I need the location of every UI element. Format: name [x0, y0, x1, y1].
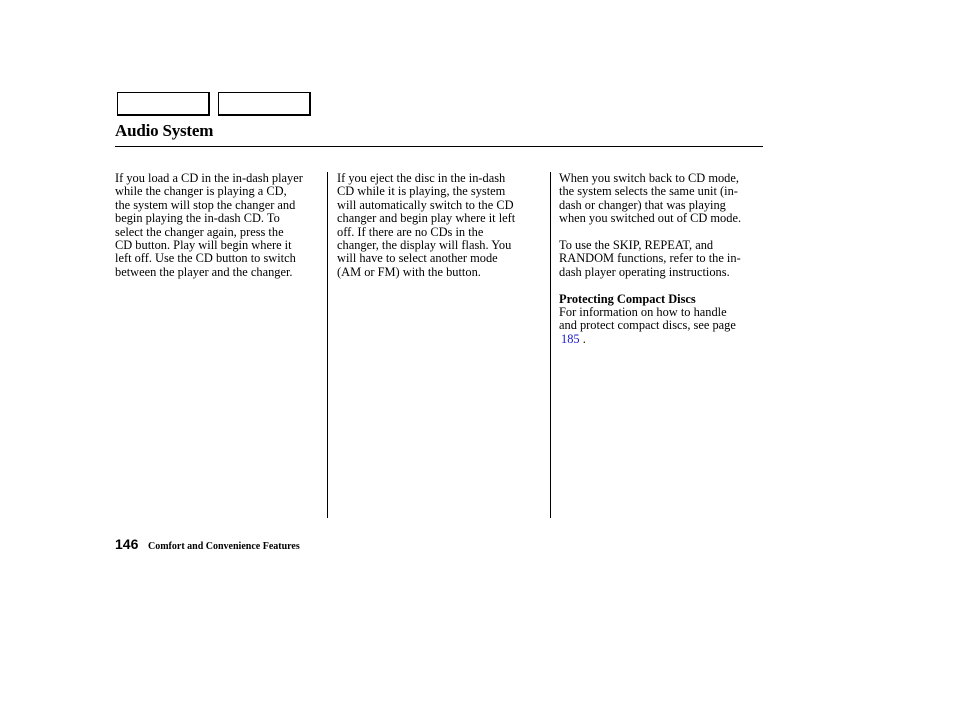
text-line: changer and begin play where it left [337, 211, 516, 226]
text-column-1 [115, 172, 320, 293]
text-line: will automatically switch to the CD [337, 197, 514, 212]
text-line: off. If there are no CDs in the [337, 224, 484, 239]
text-column-3 [559, 172, 764, 360]
text-line: changer, the display will flash. You [337, 238, 512, 253]
text-column-2 [337, 172, 542, 293]
text-line: dash player operating instructions. [559, 264, 730, 279]
text-line: dash or changer) that was playing [559, 197, 726, 212]
text-line: CD while it is playing, the system [337, 184, 506, 199]
text-line: between the player and the changer. [115, 264, 293, 279]
page-number: 146 [115, 536, 139, 552]
link-suffix: . [579, 331, 586, 346]
title-divider [115, 146, 763, 147]
text-line: When you switch back to CD mode, [559, 171, 739, 185]
text-line: left off. Use the CD button to switch [115, 251, 296, 266]
text-line: the system selects the same unit (in- [559, 184, 738, 199]
text-line: For information on how to handle [559, 305, 727, 320]
text-line: while the changer is playing a CD, [115, 184, 287, 199]
section-heading: Protecting Compact Discs [559, 291, 696, 306]
paragraph [559, 172, 764, 226]
text-line: will have to select another mode [337, 251, 498, 266]
nav-button-previous[interactable] [117, 92, 210, 116]
text-line: and protect compact discs, see page [559, 318, 736, 333]
nav-button-next[interactable] [218, 92, 311, 116]
text-line: RANDOM functions, refer to the in- [559, 251, 741, 266]
text-line: CD button. Play will begin where it [115, 238, 292, 253]
page-title: Audio System [115, 121, 214, 140]
text-line: If you load a CD in the in-dash player [115, 171, 303, 185]
footer-section-name: Comfort and Convenience Features [148, 541, 300, 552]
section-protecting-compact-discs [559, 293, 764, 347]
text-line: (AM or FM) with the button. [337, 264, 481, 279]
text-line: when you switched out of CD mode. [559, 211, 742, 226]
text-line: the system will stop the changer and [115, 197, 296, 212]
page-link[interactable]: 185 [561, 331, 580, 346]
column-divider [327, 172, 328, 518]
text-line: select the changer again, press the [115, 224, 284, 239]
text-line: To use the SKIP, REPEAT, and [559, 238, 714, 253]
paragraph [337, 172, 542, 279]
paragraph [115, 172, 320, 279]
column-divider [550, 172, 551, 518]
text-line: begin playing the in-dash CD. To [115, 211, 280, 226]
text-line-with-link [559, 333, 764, 346]
text-line: If you eject the disc in the in-dash [337, 171, 506, 185]
paragraph [559, 239, 764, 279]
